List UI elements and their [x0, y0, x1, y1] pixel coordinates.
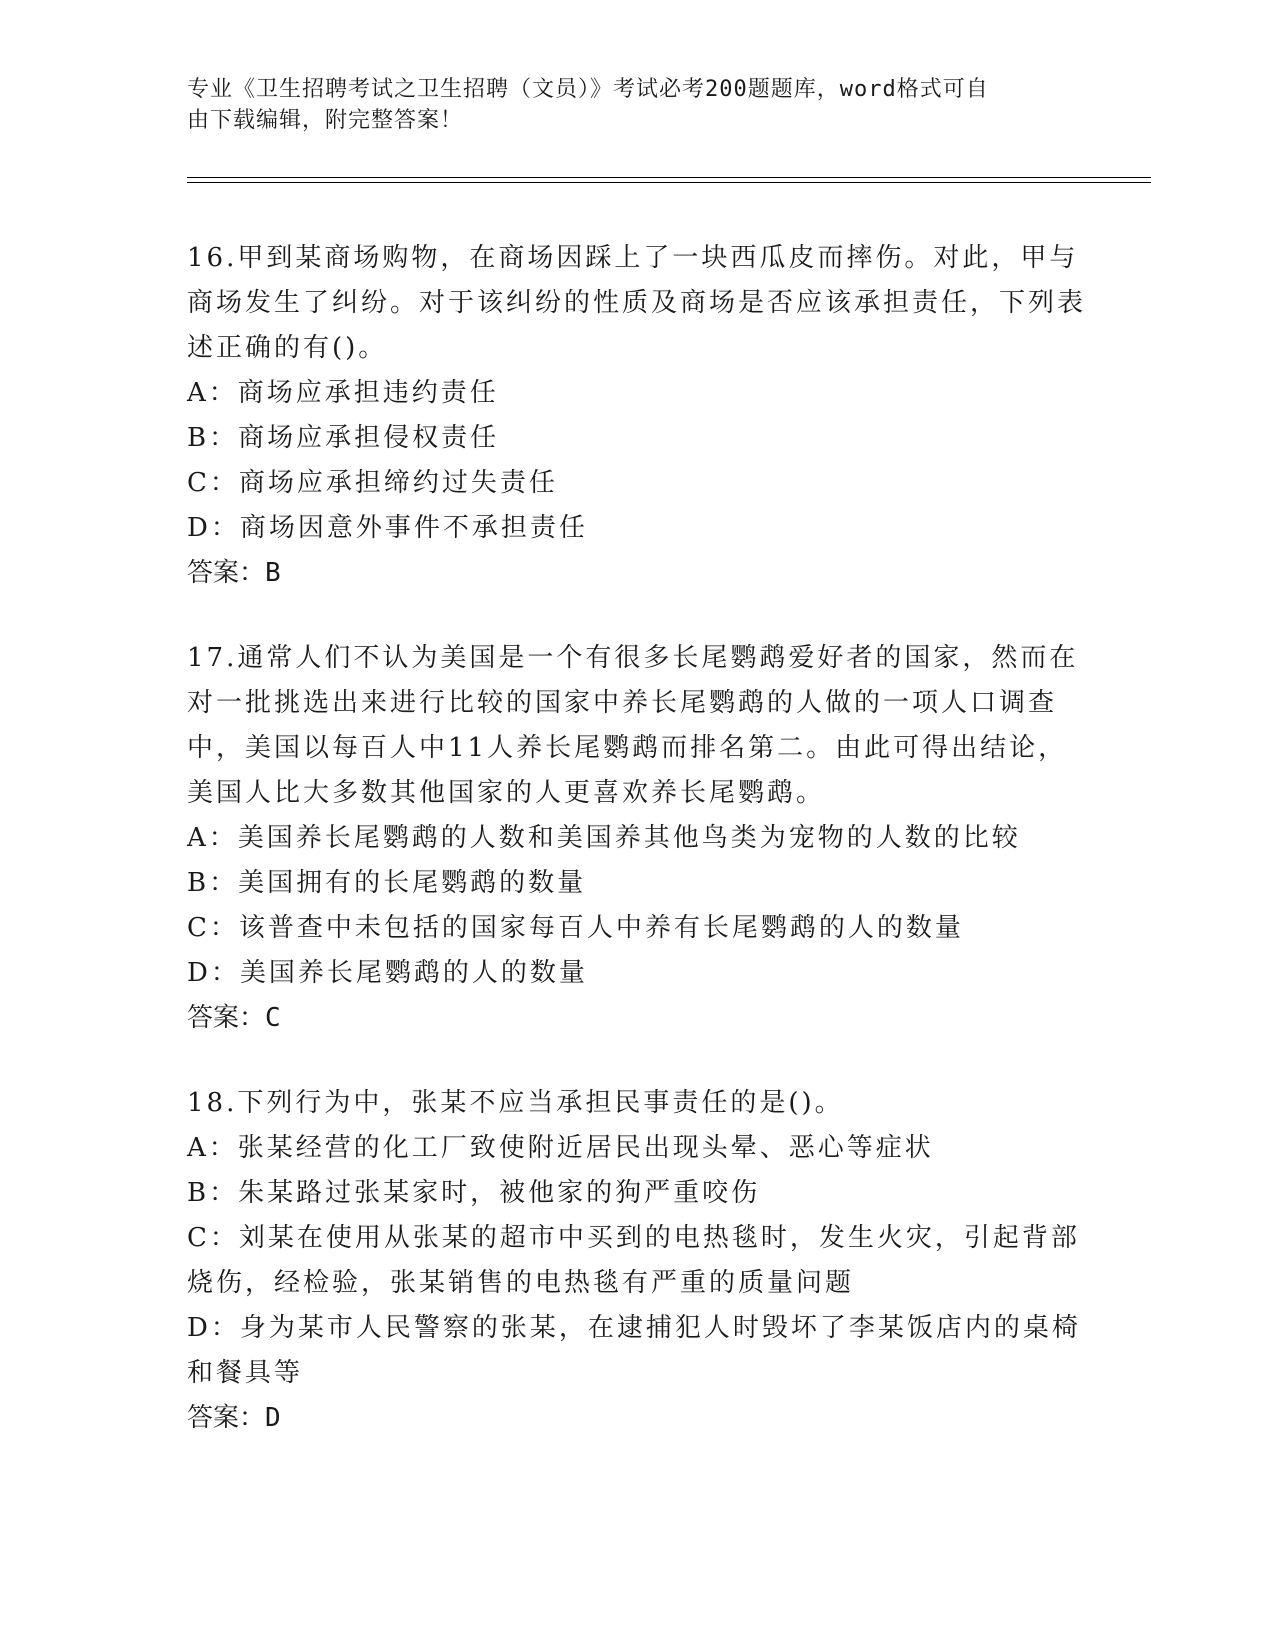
- option-b: B：商场应承担侵权责任: [187, 423, 500, 453]
- answer-label: 答案：: [187, 1003, 266, 1033]
- option-c: C：刘某在使用从张某的超市中买到的电热毯时，发生火灾，引起背部烧伤，经检验，张某销售的电热毯有严重的质量问题: [187, 1223, 1080, 1298]
- option-b: B：朱某路过张某家时，被他家的狗严重咬伤: [187, 1178, 761, 1208]
- option-d: D：商场因意外事件不承担责任: [187, 513, 588, 543]
- option-a: A：张某经营的化工厂致使附近居民出现头晕、恶心等症状: [187, 1133, 934, 1163]
- question-16: [187, 236, 1087, 596]
- option-d: D：身为某市人民警察的张某，在逮捕犯人时毁坏了李某饭店内的桌椅和餐具等: [187, 1313, 1081, 1388]
- question-list: [187, 236, 1087, 1481]
- answer-value: C: [265, 1003, 281, 1033]
- option-b: B：美国拥有的长尾鹦鹉的数量: [187, 868, 587, 898]
- answer-value: B: [265, 558, 281, 588]
- question-stem: 17.通常人们不认为美国是一个有很多长尾鹦鹉爱好者的国家，然而在对一批挑选出来进行比较的国家中养长尾鹦鹉的人做的一项人口调查中，美国以每百人中11人养长尾鹦鹉而排名第二。由此可得出结论，美国人比大多数其他国家的人更喜欢养长尾鹦鹉。: [187, 643, 1079, 808]
- option-d: D：美国养长尾鹦鹉的人的数量: [187, 958, 588, 988]
- header-divider-bottom: [187, 182, 1151, 183]
- header-divider-top: [187, 177, 1151, 178]
- question-17: [187, 636, 1087, 1041]
- option-a: A：美国养长尾鹦鹉的人数和美国养其他鸟类为宠物的人数的比较: [187, 823, 1021, 853]
- answer-value: D: [265, 1403, 281, 1433]
- option-c: C：商场应承担缔约过失责任: [187, 468, 558, 498]
- answer-label: 答案：: [187, 558, 266, 588]
- document-header: [187, 74, 1087, 136]
- question-stem: 18.下列行为中，张某不应当承担民事责任的是()。: [187, 1088, 844, 1118]
- answer-line: [187, 996, 1087, 1041]
- header-line-1: 专业《卫生招聘考试之卫生招聘（文员）》考试必考200题题库，word格式可自: [187, 77, 989, 102]
- answer-label: 答案：: [187, 1403, 266, 1433]
- question-stem: 16.甲到某商场购物，在商场因踩上了一块西瓜皮而摔伤。对此，甲与商场发生了纠纷。对于该纠纷的性质及商场是否应该承担责任，下列表述正确的有()。: [187, 243, 1087, 363]
- answer-line: [187, 551, 1087, 596]
- header-line-2: 由下载编辑，附完整答案！: [187, 108, 464, 133]
- question-18: [187, 1081, 1087, 1441]
- answer-line: [187, 1396, 1087, 1441]
- option-a: A：商场应承担违约责任: [187, 378, 499, 408]
- option-c: C：该普查中未包括的国家每百人中养有长尾鹦鹉的人的数量: [187, 913, 964, 943]
